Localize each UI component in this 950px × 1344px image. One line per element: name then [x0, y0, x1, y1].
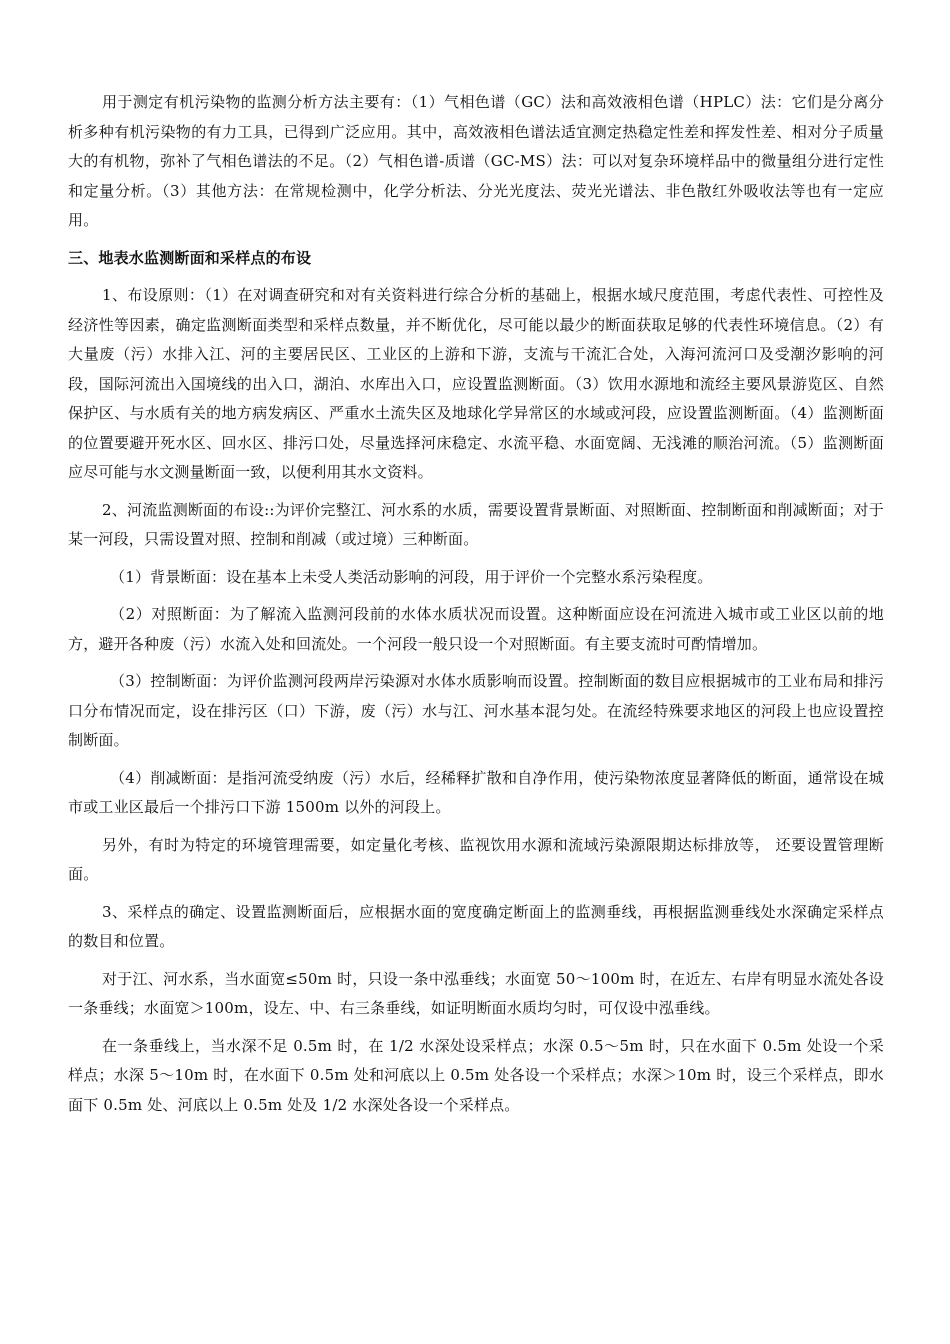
paragraph-organic-methods: 用于测定有机污染物的监测分析方法主要有：（1）气相色谱（GC）法和高效液相色谱（HPLC）法：它们是分离分析多种有机污染物的有力工具，已得到广泛应用。其中，高效液相色谱法适宜测定热稳定性差和挥发性差、相对分子质量大的有机物，弥补了气相色谱法的不足。（2）气相色谱-质谱（GC-MS）法：可以对复杂环境样品中的微量组分进行定性和定量分析。（3）其他方法：在常规检测中，化学分析法、分光光度法、荧光光谱法、非色散红外吸收法等也有一定应用。 — [68, 93, 884, 229]
paragraph-control-reference-section: （2）对照断面：为了解流入监测河段前的水体水质状况而设置。这种断面应设在河流进入城市或工业区以前的地方，避开各种废（污）水流入处和回流处。一个河段一般只设一个对照断面。有主要支流时可酌情增加。 — [68, 605, 884, 653]
section-heading-sampling-layout: 三、地表水监测断面和采样点的布设 — [68, 248, 312, 267]
paragraph-layout-principles: 1、布设原则：（1）在对调查研究和对有关资料进行综合分析的基础上，根据水域尺度范围，考虑代表性、可控性及经济性等因素，确定监测断面类型和采样点数量，并不断优化，尽可能以最少的断面获取足够的代表性环境信息。（2）有大量废（污）水排入江、河的主要居民区、工业区的上游和下游，支流与干流汇合处，入海河流河口及受潮汐影响的河段，国际河流出入国境线的出入口，湖泊、水库出入口，应设置监测断面。（3）饮用水源地和流经主要风景游览区、自然保护区、与水质有关的地方病发病区、严重水土流失区及地球化学异常区的水域或河段，应设置监测断面。（4）监测断面的位置要避开死水区、回水区、排污口处，尽量选择河床稳定、水流平稳、水面宽阔、无浅滩的顺治河流。（5）监测断面应尽可能与水文测量断面一致，以便利用其水文资料。 — [68, 286, 884, 481]
paragraph-reduction-section: （4）削减断面：是指河流受纳废（污）水后，经稀释扩散和自净作用，使污染物浓度显著降低的断面，通常设在城市或工业区最后一个排污口下游 1500m 以外的河段上。 — [68, 768, 884, 816]
document-page — [68, 88, 884, 1128]
paragraph-control-section: （3）控制断面：为评价监测河段两岸污染源对水体水质影响而设置。控制断面的数目应根据城市的工业布局和排污口分布情况而定，设在排污区（口）下游，废（污）水与江、河水基本混匀处。在流经特殊要求地区的河段上也应设置控制断面。 — [68, 672, 884, 749]
paragraph-management-section: 另外，有时为特定的环境管理需要，如定量化考核、监视饮用水源和流域污染源限期达标排放等， 还要设置管理断面。 — [68, 835, 884, 883]
paragraph-vertical-lines: 对于江、河水系，当水面宽≤50m 时，只设一条中泓垂线；水面宽 50～100m 时，在近左、右岸有明显水流处各设一条垂线；水面宽＞100m，设左、中、右三条垂线，如证明断面水质均匀时，可仅设中泓垂线。 — [68, 969, 884, 1017]
paragraph-sampling-points: 3、采样点的确定、设置监测断面后，应根据水面的宽度确定断面上的监测垂线，再根据监测垂线处水深确定采样点的数目和位置。 — [68, 902, 884, 950]
paragraph-background-section: （1）背景断面：设在基本上未受人类活动影响的河段，用于评价一个完整水系污染程度。 — [110, 567, 713, 586]
paragraph-river-sections: 2、河流监测断面的布设::为评价完整江、河水系的水质，需要设置背景断面、对照断面、控制断面和削减断面；对于某一河段，只需设置对照、控制和削减（或过境）三种断面。 — [68, 500, 884, 548]
paragraph-depth-points: 在一条垂线上，当水深不足 0.5m 时，在 1/2 水深处设采样点；水深 0.5～5m 时，只在水面下 0.5m 处设一个采样点；水深 5～10m 时，在水面下 0.5m 处和河底以上 0.5m 处各设一个采样点；水深＞10m 时，设三个采样点，即水面下 0.5m 处、河底以上 0.5m 处及 1/2 水深处各设一个采样点。 — [68, 1036, 884, 1114]
